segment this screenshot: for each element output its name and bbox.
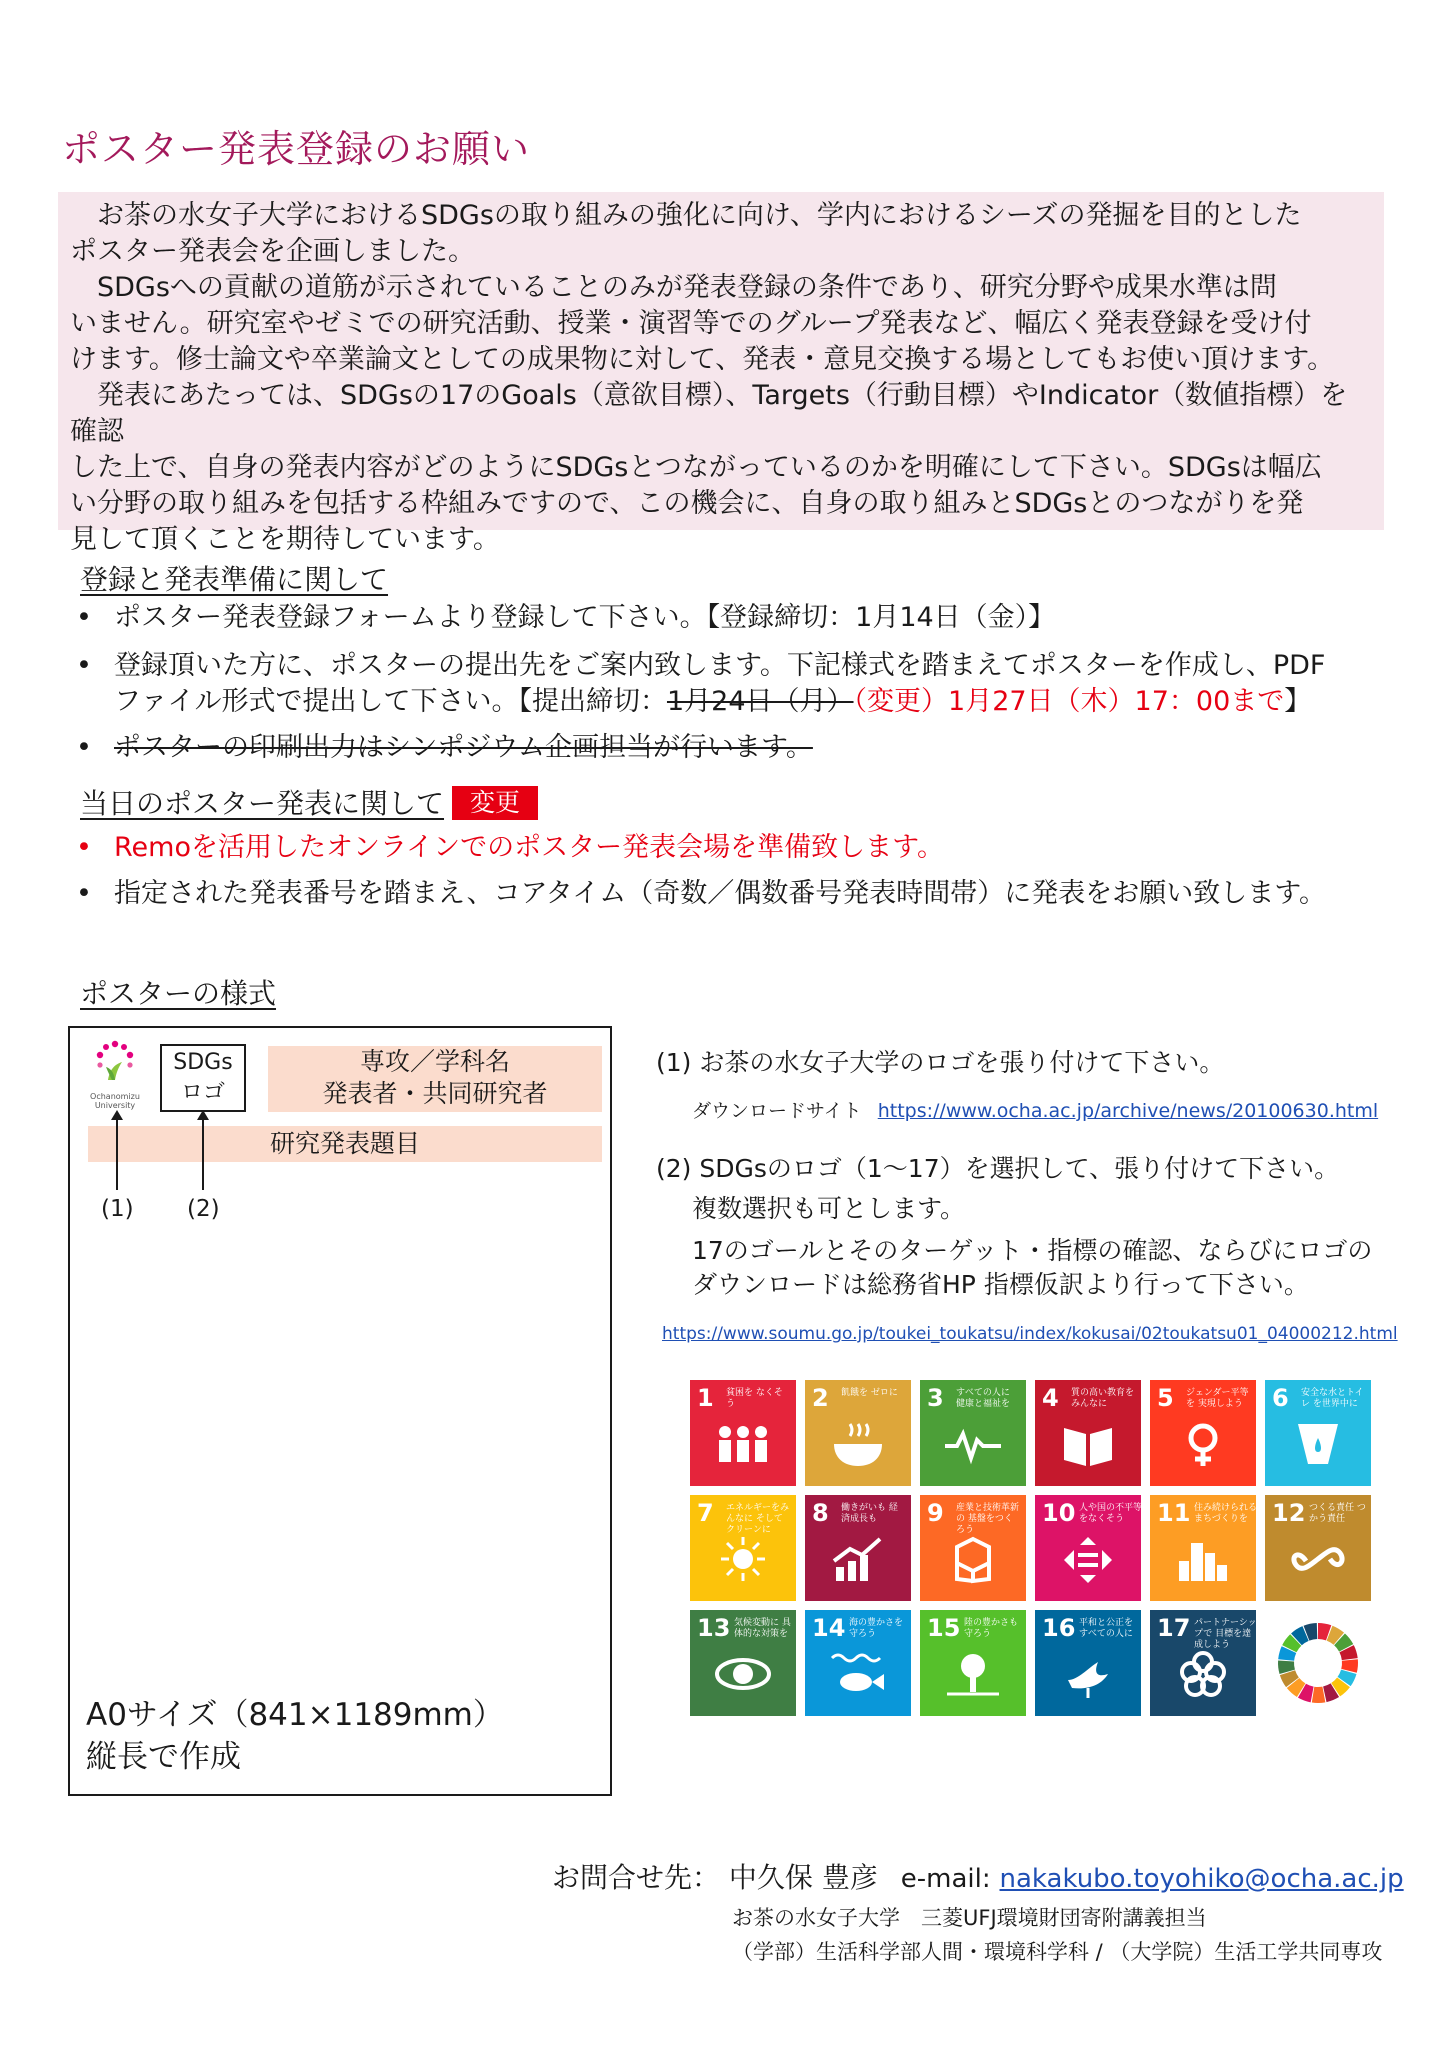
bullet-text: ポスター発表登録フォームより登録して下さい。【登録締切：1月14日（金）】 bbox=[114, 602, 1056, 633]
sdg-goal-label: 住み続けられる まちづくりを bbox=[1194, 1503, 1258, 1524]
affiliation-2: （学部）生活科学部人間・環境科学科 / （大学院）生活工学共同専攻 bbox=[732, 1940, 1383, 1964]
sdg-goal-6-icon bbox=[1265, 1380, 1371, 1486]
bullet-text: 登録頂いた方に、ポスターの提出先をご案内致します。下記様式を踏まえてポスターを作成し、PDF bbox=[114, 650, 1326, 681]
deadline-bracket: 】 bbox=[1284, 686, 1312, 717]
old-deadline: 1月24日（月） bbox=[666, 686, 854, 717]
download-link[interactable]: https://www.ocha.ac.jp/archive/news/20100630.html bbox=[877, 1100, 1379, 1122]
dayof-heading: 当日のポスター発表に関して bbox=[80, 787, 445, 820]
sdg-pictogram-icon bbox=[1058, 1650, 1118, 1700]
sdg-goal-number: 4 bbox=[1042, 1384, 1059, 1412]
bullet-dot: • bbox=[76, 832, 92, 863]
registration-bullet-3 bbox=[58, 730, 1388, 766]
bullet-text-line2 bbox=[114, 684, 1388, 720]
sdg-goal-number: 7 bbox=[697, 1499, 714, 1527]
page-title: ポスター発表登録のお願い bbox=[62, 127, 531, 171]
sdg-pictogram-icon bbox=[713, 1650, 773, 1700]
sdg-goal-label: 貧困を なくそう bbox=[726, 1388, 783, 1409]
intro-line: いません。研究室やゼミでの研究活動、授業・演習等でのグループ発表など、幅広く発表登録を受け付 bbox=[70, 308, 1312, 339]
sdg-goal-number: 3 bbox=[927, 1384, 944, 1412]
sdg-goal-number: 5 bbox=[1157, 1384, 1174, 1412]
sdg-pictogram-icon bbox=[1288, 1535, 1348, 1585]
sdg-pictogram-icon bbox=[828, 1535, 888, 1585]
sdg-goal-5-icon bbox=[1150, 1380, 1256, 1486]
bullet-dot: • bbox=[76, 602, 92, 633]
sdg-wheel-icon bbox=[1265, 1610, 1371, 1716]
dayof-bullet-1 bbox=[58, 830, 1388, 866]
intro-line bbox=[70, 270, 1374, 306]
registration-heading: 登録と発表準備に関して bbox=[80, 563, 389, 596]
contact-row bbox=[552, 1856, 1404, 1896]
intro-box bbox=[58, 192, 1384, 555]
sdg-goal-1-icon bbox=[690, 1380, 796, 1486]
email-label: e-mail: bbox=[900, 1864, 991, 1894]
size-line: A0サイズ（841×1189mm） bbox=[86, 1697, 504, 1733]
deadline-label: ファイル形式で提出して下さい。【提出締切： bbox=[114, 686, 667, 717]
sdg-goal-label: 働きがいも 経済成長も bbox=[841, 1503, 898, 1524]
intro-line: 見して頂くことを期待しています。 bbox=[70, 524, 500, 555]
note-1: (1) お茶の水女子大学のロゴを張り付けて下さい。 bbox=[656, 1048, 1225, 1077]
new-deadline: （変更）1月27日（木）17：00まで bbox=[853, 686, 1285, 717]
sdg-goal-label: 産業と技術革新の 基盤をつくろう bbox=[956, 1503, 1020, 1535]
intro-line: けます。修士論文や卒業論文としての成果物に対して、発表・意見交換する場としてもお使い頂けます。 bbox=[70, 344, 1335, 375]
dayof-bullet-2 bbox=[58, 876, 1388, 912]
intro-line bbox=[70, 198, 1374, 234]
sdg-goal-number: 1 bbox=[697, 1384, 714, 1412]
sdg-goal-number: 16 bbox=[1042, 1614, 1076, 1642]
sdg-pictogram-icon bbox=[943, 1535, 1003, 1585]
sdg-goal-8-icon bbox=[805, 1495, 911, 1601]
sdg-pictogram-icon bbox=[713, 1420, 773, 1470]
email-link[interactable]: nakakubo.toyohiko@ocha.ac.jp bbox=[999, 1864, 1404, 1894]
sdg-pictogram-icon bbox=[1058, 1420, 1118, 1470]
sdg-goal-number: 8 bbox=[812, 1499, 829, 1527]
sdg-pictogram-icon bbox=[713, 1535, 773, 1585]
sdg-goal-13-icon bbox=[690, 1610, 796, 1716]
sdg-pictogram-icon bbox=[1058, 1535, 1118, 1585]
sdg-icons-grid bbox=[690, 1380, 1372, 1716]
sdg-goal-label: 海の豊かさを 守ろう bbox=[849, 1618, 904, 1639]
note-2-line: 複数選択も可とします。 bbox=[692, 1194, 966, 1223]
size-note bbox=[86, 1694, 504, 1778]
registration-bullet-2 bbox=[58, 648, 1388, 720]
logo-text: University bbox=[94, 1101, 136, 1110]
intro-line: ポスター発表会を企画しました。 bbox=[70, 236, 475, 267]
download-label: ダウンロードサイト bbox=[692, 1100, 862, 1122]
note-2-line: 17のゴールとそのターゲット・指標の確認、ならびにロゴの bbox=[692, 1236, 1373, 1265]
sdg-goal-number: 15 bbox=[927, 1614, 961, 1642]
sdgs-box-text: ロゴ bbox=[180, 1080, 225, 1105]
sdg-goal-12-icon bbox=[1265, 1495, 1371, 1601]
intro-line: い分野の取り組みを包括する枠組みですので、この機会に、自身の取り組みとSDGsとのつながりを発 bbox=[70, 488, 1304, 519]
contact-label: お問合せ先： bbox=[552, 1861, 721, 1894]
change-badge: 変更 bbox=[452, 786, 538, 820]
sdg-goal-15-icon bbox=[920, 1610, 1026, 1716]
sdg-pictogram-icon bbox=[1173, 1650, 1233, 1700]
registration-bullet-1 bbox=[58, 600, 1388, 636]
intro-line: した上で、自身の発表内容がどのようにSDGsとつながっているのかを明確にして下さい。SDGsは幅広 bbox=[70, 452, 1322, 483]
marker-2: (2) bbox=[187, 1196, 220, 1222]
bullet-dot: • bbox=[76, 650, 92, 681]
sdg-goal-4-icon bbox=[1035, 1380, 1141, 1486]
sdg-goal-number: 17 bbox=[1157, 1614, 1191, 1642]
bullet-dot: • bbox=[76, 878, 92, 909]
sdgs-logo-placeholder bbox=[160, 1044, 246, 1112]
sdg-pictogram-icon bbox=[1173, 1535, 1233, 1585]
bullet-text: Remoを活用したオンラインでのポスター発表会場を準備致します。 bbox=[114, 832, 945, 863]
presenter-label: 発表者・共同研究者 bbox=[322, 1079, 548, 1108]
logo-text: Ochanomizu bbox=[90, 1092, 140, 1101]
sdg-goal-label: すべての人に 健康と福祉を bbox=[956, 1388, 1011, 1409]
soumu-link[interactable]: https://www.soumu.go.jp/toukei_toukatsu/index/kokusai/02toukatsu01_04000212.html bbox=[662, 1324, 1398, 1344]
contact-name: 中久保 豊彦 bbox=[728, 1861, 878, 1894]
sdg-goal-label: 飢餓を ゼロに bbox=[841, 1388, 898, 1398]
sdg-goal-7-icon bbox=[690, 1495, 796, 1601]
sdg-wheel-graphic bbox=[1265, 1610, 1371, 1716]
bullet-text: ポスターの印刷出力はシンポジウム企画担当が行います。 bbox=[114, 732, 813, 763]
intro-line bbox=[70, 378, 1374, 450]
orientation-line: 縦長で作成 bbox=[86, 1739, 241, 1775]
sdg-goal-2-icon bbox=[805, 1380, 911, 1486]
sdg-goal-9-icon bbox=[920, 1495, 1026, 1601]
sdg-pictogram-icon bbox=[943, 1650, 1003, 1700]
sdg-goal-number: 11 bbox=[1157, 1499, 1191, 1527]
sdg-goal-label: ジェンダー平等を 実現しよう bbox=[1186, 1388, 1249, 1409]
sdg-goal-label: 平和と公正を すべての人に bbox=[1079, 1618, 1134, 1639]
sdg-goal-14-icon bbox=[805, 1610, 911, 1716]
sdg-goal-3-icon bbox=[920, 1380, 1026, 1486]
affiliation-1: お茶の水女子大学 三菱UFJ環境財団寄附講義担当 bbox=[732, 1906, 1207, 1930]
dayof-heading-row bbox=[80, 782, 538, 822]
sdg-goal-label: 人や国の不平等 をなくそう bbox=[1079, 1503, 1143, 1524]
sdg-pictogram-icon bbox=[1288, 1420, 1348, 1470]
sdg-pictogram-icon bbox=[1173, 1420, 1233, 1470]
sdgs-box-text: SDGs bbox=[173, 1050, 233, 1075]
note-2-line: (2) SDGsのロゴ（1～17）を選択して、張り付けて下さい。 bbox=[656, 1154, 1340, 1183]
sdg-pictogram-icon bbox=[943, 1420, 1003, 1470]
format-heading: ポスターの様式 bbox=[80, 977, 277, 1010]
sdg-goal-number: 2 bbox=[812, 1384, 829, 1412]
sdg-goal-17-icon bbox=[1150, 1610, 1256, 1716]
bullet-text: 指定された発表番号を踏まえ、コアタイム（奇数／偶数番号発表時間帯）に発表をお願い致します。 bbox=[114, 878, 1327, 909]
note-2 bbox=[656, 1152, 1372, 1302]
sdg-goal-label: 気候変動に 具体的な対策を bbox=[734, 1618, 791, 1639]
sdg-goal-number: 14 bbox=[812, 1614, 846, 1642]
university-logo bbox=[86, 1040, 144, 1112]
sdg-goal-label: 陸の豊かさも 守ろう bbox=[964, 1618, 1019, 1639]
department-presenter-bar bbox=[268, 1046, 602, 1112]
flower-logo-icon bbox=[86, 1040, 144, 1088]
sdg-pictogram-icon bbox=[828, 1420, 888, 1470]
sdg-goal-number: 12 bbox=[1272, 1499, 1306, 1527]
sdg-goal-number: 9 bbox=[927, 1499, 944, 1527]
intro-text: SDGsへの貢献の道筋が示されていることのみが発表登録の条件であり、研究分野や成果水準は問 bbox=[97, 272, 1277, 303]
department-label: 専攻／学科名 bbox=[359, 1047, 510, 1076]
sdg-goal-number: 6 bbox=[1272, 1384, 1289, 1412]
sdg-goal-label: パートナーシップで 目標を達成しよう bbox=[1194, 1618, 1257, 1650]
sdg-goal-label: つくる責任 つかう責任 bbox=[1309, 1503, 1366, 1524]
pointer-arrows bbox=[100, 1110, 220, 1190]
sdg-goal-number: 13 bbox=[697, 1614, 731, 1642]
bullet-dot: • bbox=[76, 732, 92, 763]
download-row bbox=[692, 1096, 1378, 1123]
sdg-goal-11-icon bbox=[1150, 1495, 1256, 1601]
sdg-goal-number: 10 bbox=[1042, 1499, 1076, 1527]
sdg-goal-label: エネルギーをみんなに そしてクリーンに bbox=[726, 1503, 790, 1535]
sdg-goal-label: 質の高い教育を みんなに bbox=[1071, 1388, 1135, 1409]
intro-text: 発表にあたっては、SDGsの17のGoals（意欲目標）、Targets（行動目標）やIndicator（数値指標）を確認 bbox=[70, 380, 1348, 447]
sdg-goal-label: 安全な水とトイレ を世界中に bbox=[1301, 1388, 1364, 1409]
research-title-bar: 研究発表題目 bbox=[88, 1126, 602, 1162]
marker-1: (1) bbox=[101, 1196, 134, 1222]
note-2-line: ダウンロードは総務省HP 指標仮訳より行って下さい。 bbox=[692, 1270, 1309, 1299]
sdg-goal-10-icon bbox=[1035, 1495, 1141, 1601]
sdg-goal-16-icon bbox=[1035, 1610, 1141, 1716]
intro-text: お茶の水女子大学におけるSDGsの取り組みの強化に向け、学内におけるシーズの発掘を目的とした bbox=[97, 200, 1302, 231]
sdg-pictogram-icon bbox=[828, 1650, 888, 1700]
